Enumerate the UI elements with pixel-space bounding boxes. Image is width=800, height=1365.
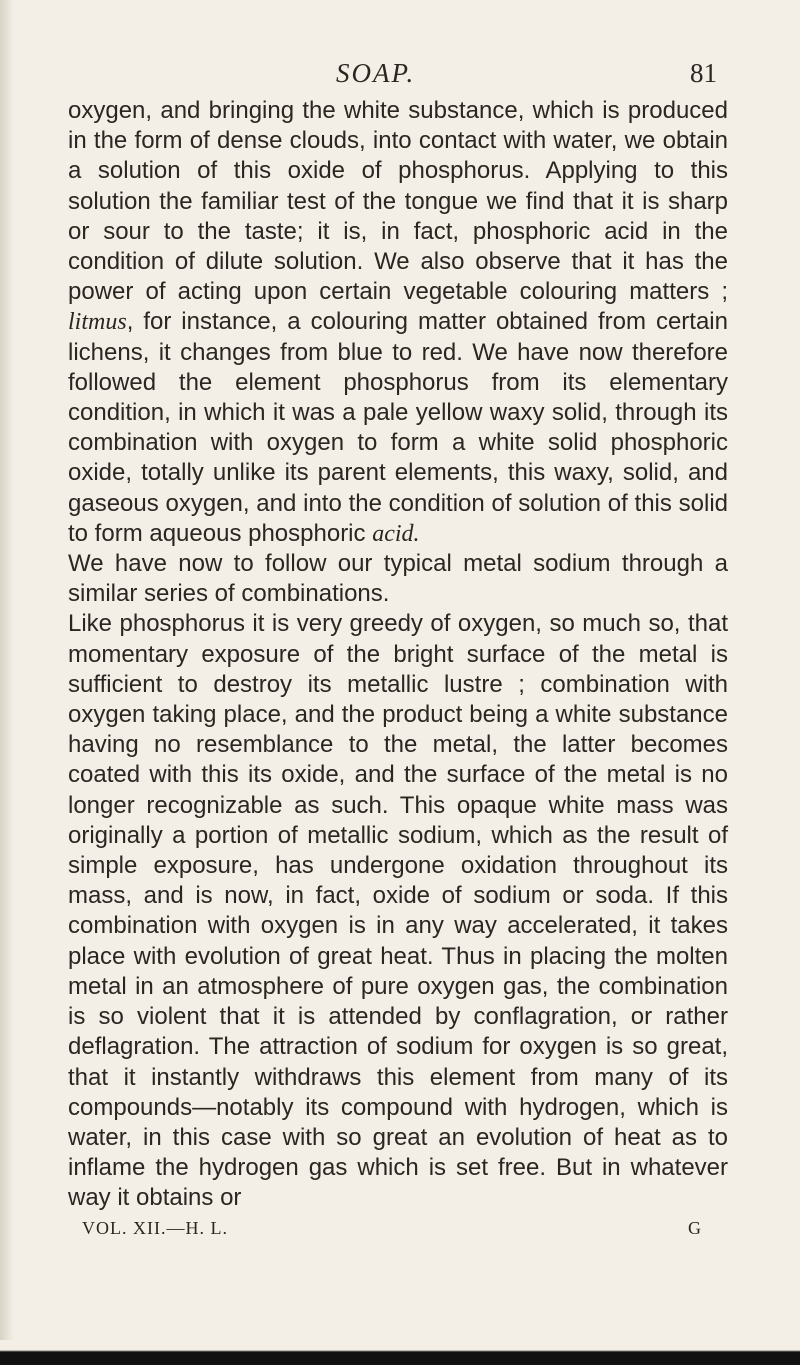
italic-term-litmus: litmus <box>68 309 127 336</box>
paragraph <box>68 96 728 549</box>
paragraph <box>68 609 728 1213</box>
paragraph <box>68 549 728 609</box>
volume-signature: VOL. XII.—H. L. <box>82 1218 228 1238</box>
running-head <box>0 58 800 88</box>
italic-term-acid: acid. <box>372 520 420 547</box>
gutter-shadow <box>0 0 14 1365</box>
signature-line <box>82 1218 702 1242</box>
text-segment: , for instance, a colouring matter obtained from certain lichens, it changes from blue to red. We have now therefore followed the element phosphorus from its elementary condition, in which it was a pale yellow waxy solid, through its combination with oxygen to form a white solid phosphoric oxide, totally unlike its parent elements, this waxy, solid, and gaseous oxygen, and into the condition of solution of this solid to form aqueous phosphoric <box>68 308 728 547</box>
text-segment: Like phosphorus it is very greedy of oxygen, so much so, that momentary exposure of the bright surface of the metal is sufficient to destroy its metallic lustre ; combination with oxygen taking place, and the product being a white substance having no resemblance to the metal, the latter becomes coated with this its oxide, and the surface of the metal is no longer recognizable as such. This opaque white mass was originally a portion of metallic sodium, which as the result of simple exposure, has undergone oxidation throughout its mass, and is now, in fact, oxide of sodium or soda. If this combination with oxygen is in any way accelerated, it takes place with evolution of great heat. Thus in placing the molten metal in an atmosphere of pure oxygen gas, the combination is so violent that it is attended by conflagration, or rather deflagration. The attraction of sodium for oxygen is so great, that it instantly withdraws this element from many of its compounds—notably its compound with hydrogen, which is water, in this case with so great an evolution of heat as to inflame the hydrogen gas which is set free. But in whatever way it obtains or <box>68 610 728 1212</box>
text-segment: We have now to follow our typical metal sodium through a similar series of combinations. <box>68 550 728 608</box>
body-text <box>68 96 728 1214</box>
page-number: 81 <box>690 58 717 88</box>
scan-bottom-edge <box>0 1340 800 1365</box>
text-segment: oxygen, and bringing the white substance, which is produced in the form of dense clouds, into contact with water, we obtain a solution of this oxide of phosphorus. Applying to this solution the familiar test of the tongue we find that it is sharp or sour to the taste; it is, in fact, phosphoric acid in the condition of dilute solution. We also observe that it has the power of acting upon certain vegetable colouring matters ; <box>68 97 728 306</box>
running-title: SOAP. <box>336 58 416 88</box>
gathering-letter: G <box>688 1218 702 1238</box>
